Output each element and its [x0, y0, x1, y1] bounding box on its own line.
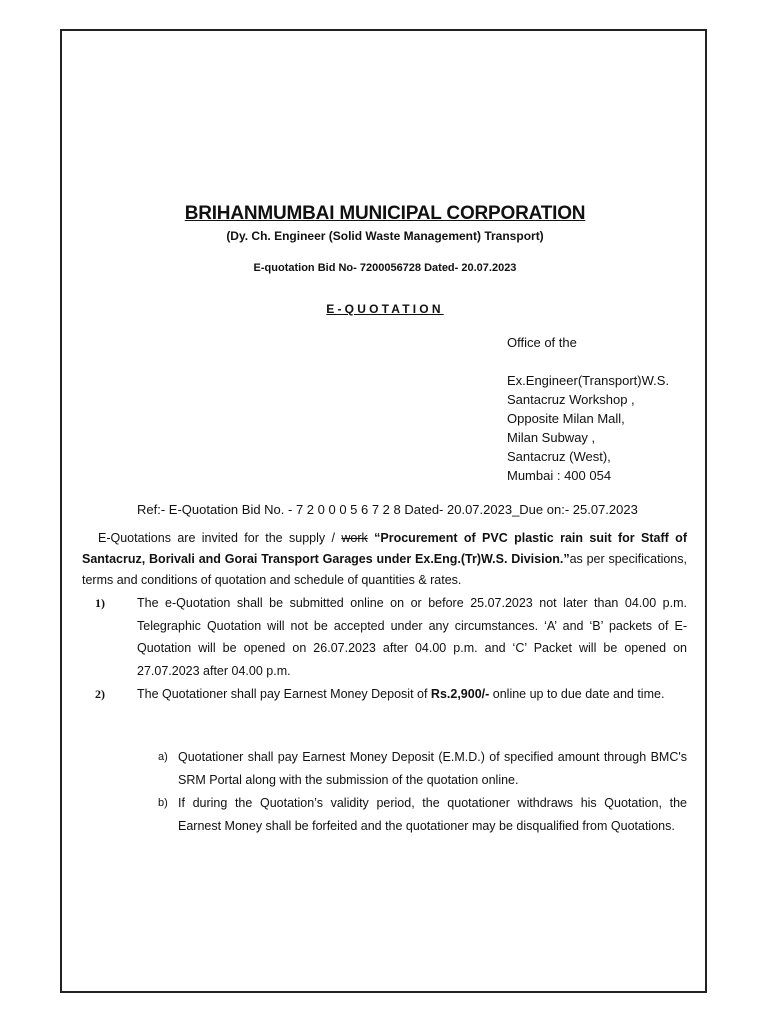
- address-office-label: Office of the: [507, 335, 577, 350]
- sub-clause-text: If during the Quotation’s validity period, the quotationer withdraws his Quotation, the Earnest Money shall be forfeited and the quotationer may be disqualified from Quotations.: [178, 796, 687, 833]
- bid-number-line: E-quotation Bid No- 7200056728 Dated- 20.07.2023: [253, 262, 517, 274]
- document-type-heading: E-QUOTATION: [326, 302, 444, 316]
- clause-text: The e-Quotation shall be submitted online on or before 25.07.2023 not later than 04.00 p.m. Telegraphic Quotation will not be accepted under any circumstances. ‘A’ and ‘B’ packets of E-Quotation will be opened on 26.07.2023 after 04.00 p.m. and ‘C’ Packet will be opened on 27.07.2023 after 04.00 p.m.: [137, 596, 687, 678]
- emd-amount: Rs.2,900/-: [430, 687, 490, 701]
- intro-lead: E-Quotations are invited for the supply /: [98, 531, 342, 545]
- reference-line: Ref:- E-Quotation Bid No. - 7 2 0 0 0 5 6 7 2 8 Dated- 20.07.2023_Due on:- 25.07.2023: [137, 502, 638, 517]
- clause-number: 1): [95, 596, 105, 610]
- intro-paragraph: [82, 528, 687, 591]
- clause-text: [137, 683, 687, 706]
- intro-struck-word: work: [341, 531, 368, 545]
- intro-tail: as per specifications, terms and conditions of quotation and schedule of quantities & rates.: [82, 552, 687, 587]
- address-line: Milan Subway ,: [507, 430, 596, 445]
- address-block: [507, 371, 669, 485]
- address-line: Santacruz Workshop ,: [507, 392, 635, 407]
- clause-text-lead: The Quotationer shall pay Earnest Money Deposit of: [137, 687, 431, 701]
- sub-clause-marker: a): [158, 751, 168, 763]
- address-line: Santacruz (West),: [507, 449, 611, 464]
- address-line: Mumbai : 400 054: [507, 468, 612, 483]
- clause-number: 2): [95, 687, 105, 701]
- clause-text-tail: online up to due date and time.: [489, 687, 665, 701]
- intro-subject: “Procurement of PVC plastic rain suit for Staff of Santacruz, Borivali and Gorai Transport Garages under Ex.Eng.(Tr)W.S. Division.”: [82, 531, 687, 566]
- organization-title: BRIHANMUMBAI MUNICIPAL CORPORATION: [184, 203, 586, 224]
- address-line: Ex.Engineer(Transport)W.S.: [507, 373, 670, 388]
- address-line: Opposite Milan Mall,: [507, 411, 625, 426]
- sub-clause-text: Quotationer shall pay Earnest Money Deposit (E.M.D.) of specified amount through BMC's SRM Portal along with the submission of the quotation online.: [178, 750, 687, 787]
- department-subtitle: (Dy. Ch. Engineer (Solid Waste Management) Transport): [226, 229, 544, 243]
- sub-clause-marker: b): [158, 797, 168, 809]
